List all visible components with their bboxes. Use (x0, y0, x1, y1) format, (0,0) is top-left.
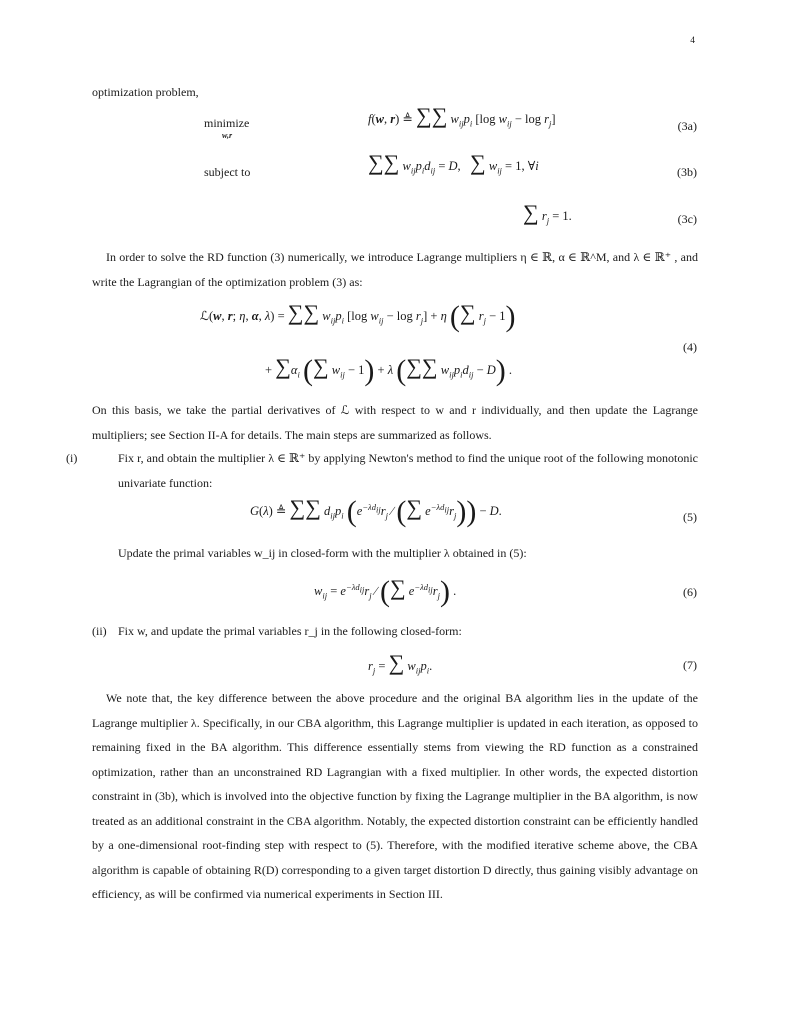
lagrangian-line-2: + $\sum\alpha_i$ (∑ $w_{ij} - 1) + \lambda$ (∑∑ $w_{ij}p_id_{ij} - D$) . (265, 354, 513, 388)
step-i (66, 446, 698, 495)
basis-paragraph: On this basis, we take the partial derivatives of ℒ with respect to w and r individually, and then update the Lagrange multipliers; see Section II-A for details. The main steps are summarized as follows. (92, 403, 698, 442)
minimize-label: minimize (204, 116, 250, 130)
step-ii-text: Fix w, and update the primal variables r_j in the following closed-form: (118, 624, 462, 638)
intro-text: optimization problem, (92, 85, 199, 99)
eq-label-7: (7) (683, 658, 697, 672)
equation-3c: ∑ $r_j = 1$. (523, 200, 572, 226)
step-i-marker: (i) (66, 451, 78, 465)
eq-label-3c: (3c) (677, 212, 697, 226)
minimize-subscript: w,r (222, 131, 233, 140)
eq-label-3b: (3b) (677, 165, 697, 179)
subject-to-label: subject to (204, 165, 251, 179)
eq-label-3a: (3a) (677, 119, 697, 133)
equation-6: $w_{ij} = e^{-\lambda d_{ij}}r_j$ ∕ (∑ $e^{-\lambda d_{ij}}r_j$) . (314, 575, 457, 609)
step-i-text: Fix r, and obtain the multiplier λ ∈ ℝ⁺ by applying Newton's method to find the unique root of the following monotonic univariate function: (118, 451, 698, 490)
equation-3a: f(w, r) ≜ ∑∑ $w_{ij}p_i$ [log $w_{ij} - \log r_j$] (368, 103, 556, 129)
eq-label-6: (6) (683, 585, 697, 599)
step-ii-marker: (ii) (92, 624, 107, 638)
eq-label-4: (4) (683, 340, 697, 354)
step-ii (92, 619, 698, 644)
page-number: 4 (690, 36, 695, 46)
step-i-update-text: Update the primal variables w_ij in closed-form with the multiplier λ obtained in (5): (118, 546, 527, 560)
final-paragraph: We note that, the key difference between the above procedure and the original BA algorithm lies in the update of the Lagrange multiplier λ. Specifically, in our CBA algorithm, this Lagrange multiplier is updated in each iteration, as opposed to remaining fixed in the BA algorithm. This difference essentially stems from viewing the RD function as a constrained optimization, rather than an unconstrained RD Lagrangian with a fixed multiplier. In other words, the expected distortion constraint in (3b), which is involved into the objective function by fixing the Lagrange multiplier in the BA algorithm, is now treated as an additional constraint in the CBA algorithm. Notably, the expected distortion constraint can be efficiently handled by a one-dimensional root-finding step with respect to (5). Therefore, with the modified iterative scheme above, the CBA algorithm is capable of obtaining R(D) corresponding to a given target distortion D directly, thus gaining visibly advantage on efficiency, as will be confirmed via numerical experiments in Section III. (92, 691, 698, 901)
lagrange-paragraph: In order to solve the RD function (3) numerically, we introduce Lagrange multipliers η ∈ ℝ, α ∈ ℝ^M, and λ ∈ ℝ⁺ , and write the Lagrangian of the optimization problem (3) as: (92, 250, 698, 289)
equation-7: $r_j$ = ∑ $w_{ij}p_i$. (368, 650, 433, 676)
equation-5: G(λ) ≜ ∑∑ $d_{ij}p_i$ ($e^{-\lambda d_{ij}}r_j$ ∕ (∑ $e^{-\lambda d_{ij}}r_j)) - D$. (250, 495, 502, 529)
eq-label-5: (5) (683, 510, 697, 524)
lagrangian-line-1: ℒ(w, r; η, α, λ) = ∑∑ $w_{ij}p_i$ [log $w_{ij} - \log r_j] + \eta$ (∑ $r_j - 1$) (200, 300, 516, 334)
equation-3b: ∑∑ $w_{ij}p_id_{ij} = D$, ∑ $w_{ij} = 1$, ∀i (368, 150, 539, 176)
